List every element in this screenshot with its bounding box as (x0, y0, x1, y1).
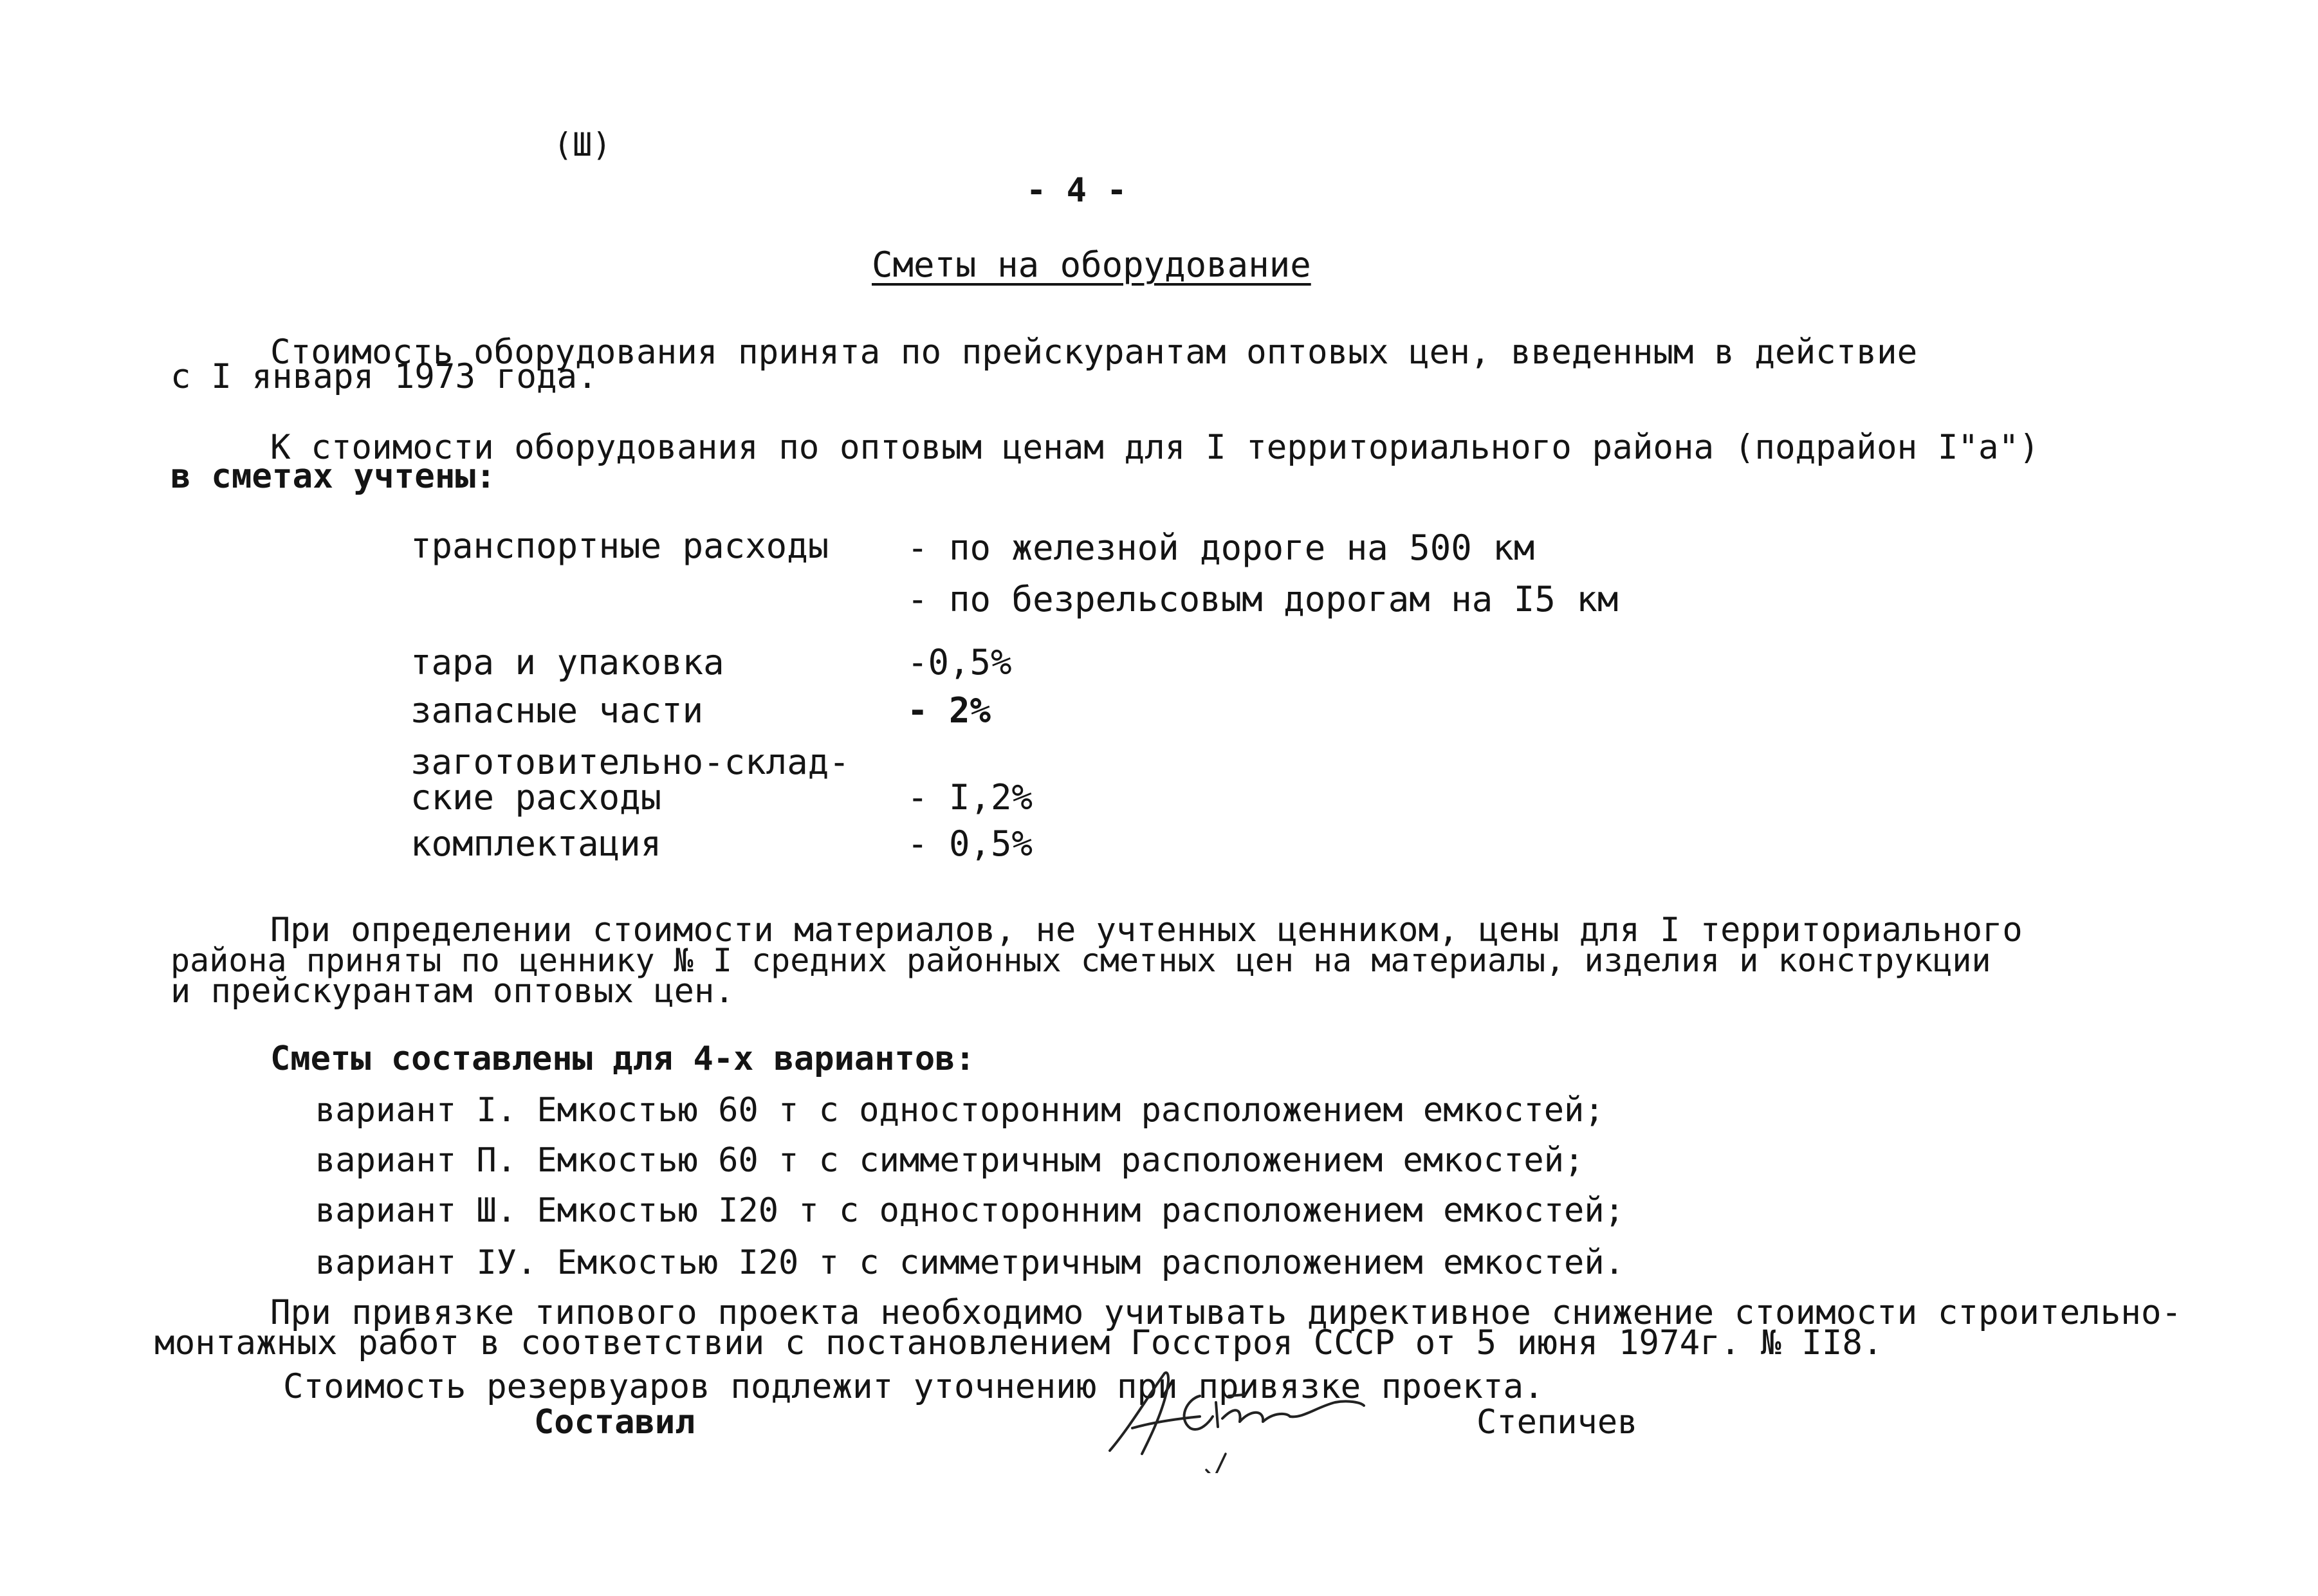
spare-parts-value: - 2% (907, 690, 991, 731)
paragraph-1-line-2: с I января 1973 года. (170, 357, 598, 396)
procurement-label-line-2: ские расходы (410, 777, 662, 818)
paragraph-2-line-2: в сметах учтены: (170, 457, 496, 496)
variant-item: вариант Ш. Емкостью I20 т с односторонним расположением емкостей; (315, 1191, 1624, 1230)
section-mark: (Ш) (553, 126, 612, 163)
paragraph-4-line-1: При привязке типового проекта необходимо учитывать директивное снижение стоимости строительно- (270, 1293, 2182, 1332)
variant-item: вариант П. Емкостью 60 т с симметричным расположением емкостей; (315, 1141, 1585, 1180)
paragraph-3-line-2: района приняты по ценнику № I средних районных сметных цен на материалы, изделия и конструкции (170, 942, 1991, 979)
procurement-value: - I,2% (907, 777, 1033, 818)
paragraph-4-line-2: монтажных работ в соответствии с постановлением Госстроя СССР от 5 июня 1974г. № II8. (154, 1323, 1883, 1362)
completion-value: - 0,5% (907, 823, 1033, 864)
transport-road-value: - по безрельсовым дорогам на I5 км (907, 579, 1619, 619)
compiled-by-label: Составил (534, 1403, 695, 1442)
paragraph-3-line-3: и прейскурантам оптовых цен. (170, 972, 735, 1011)
page-title: Сметы на оборудование (872, 244, 1311, 285)
paragraph-3-line-1: При определении стоимости материалов, не учтенных ценником, цены для I территориального (270, 911, 2023, 949)
variants-intro: Сметы составлены для 4-х вариантов: (270, 1040, 975, 1078)
page-number: - 4 - (1026, 171, 1127, 210)
spare-parts-label: запасные части (410, 690, 704, 731)
variant-item: вариант IУ. Емкостью I20 т с симметричным расположением емкостей. (315, 1243, 1624, 1282)
variant-item: вариант I. Емкостью 60 т с односторонним расположением емкостей; (315, 1091, 1605, 1130)
paragraph-5-line-1: Стоимость резервуаров подлежит уточнению при привязке проекта. (283, 1367, 1544, 1406)
transport-rail-value: - по железной дороге на 500 км (907, 527, 1535, 568)
completion-label: комплектация (410, 823, 662, 864)
procurement-label-line-1: заготовительно-склад- (410, 742, 850, 782)
paragraph-1-line-1: Стоимость оборудования принята по прейскурантам оптовых цен, введенным в действие (270, 333, 1918, 372)
transport-label: транспортные расходы (410, 526, 829, 566)
signature-image (1103, 1357, 1374, 1473)
packaging-value: -0,5% (907, 642, 1012, 683)
paragraph-2-line-1: К стоимости оборудования по оптовым ценам для I территориального района (подрайон I"а") (270, 428, 2039, 467)
signer-name: Степичев (1476, 1403, 1638, 1442)
packaging-label: тара и упаковка (410, 642, 724, 683)
